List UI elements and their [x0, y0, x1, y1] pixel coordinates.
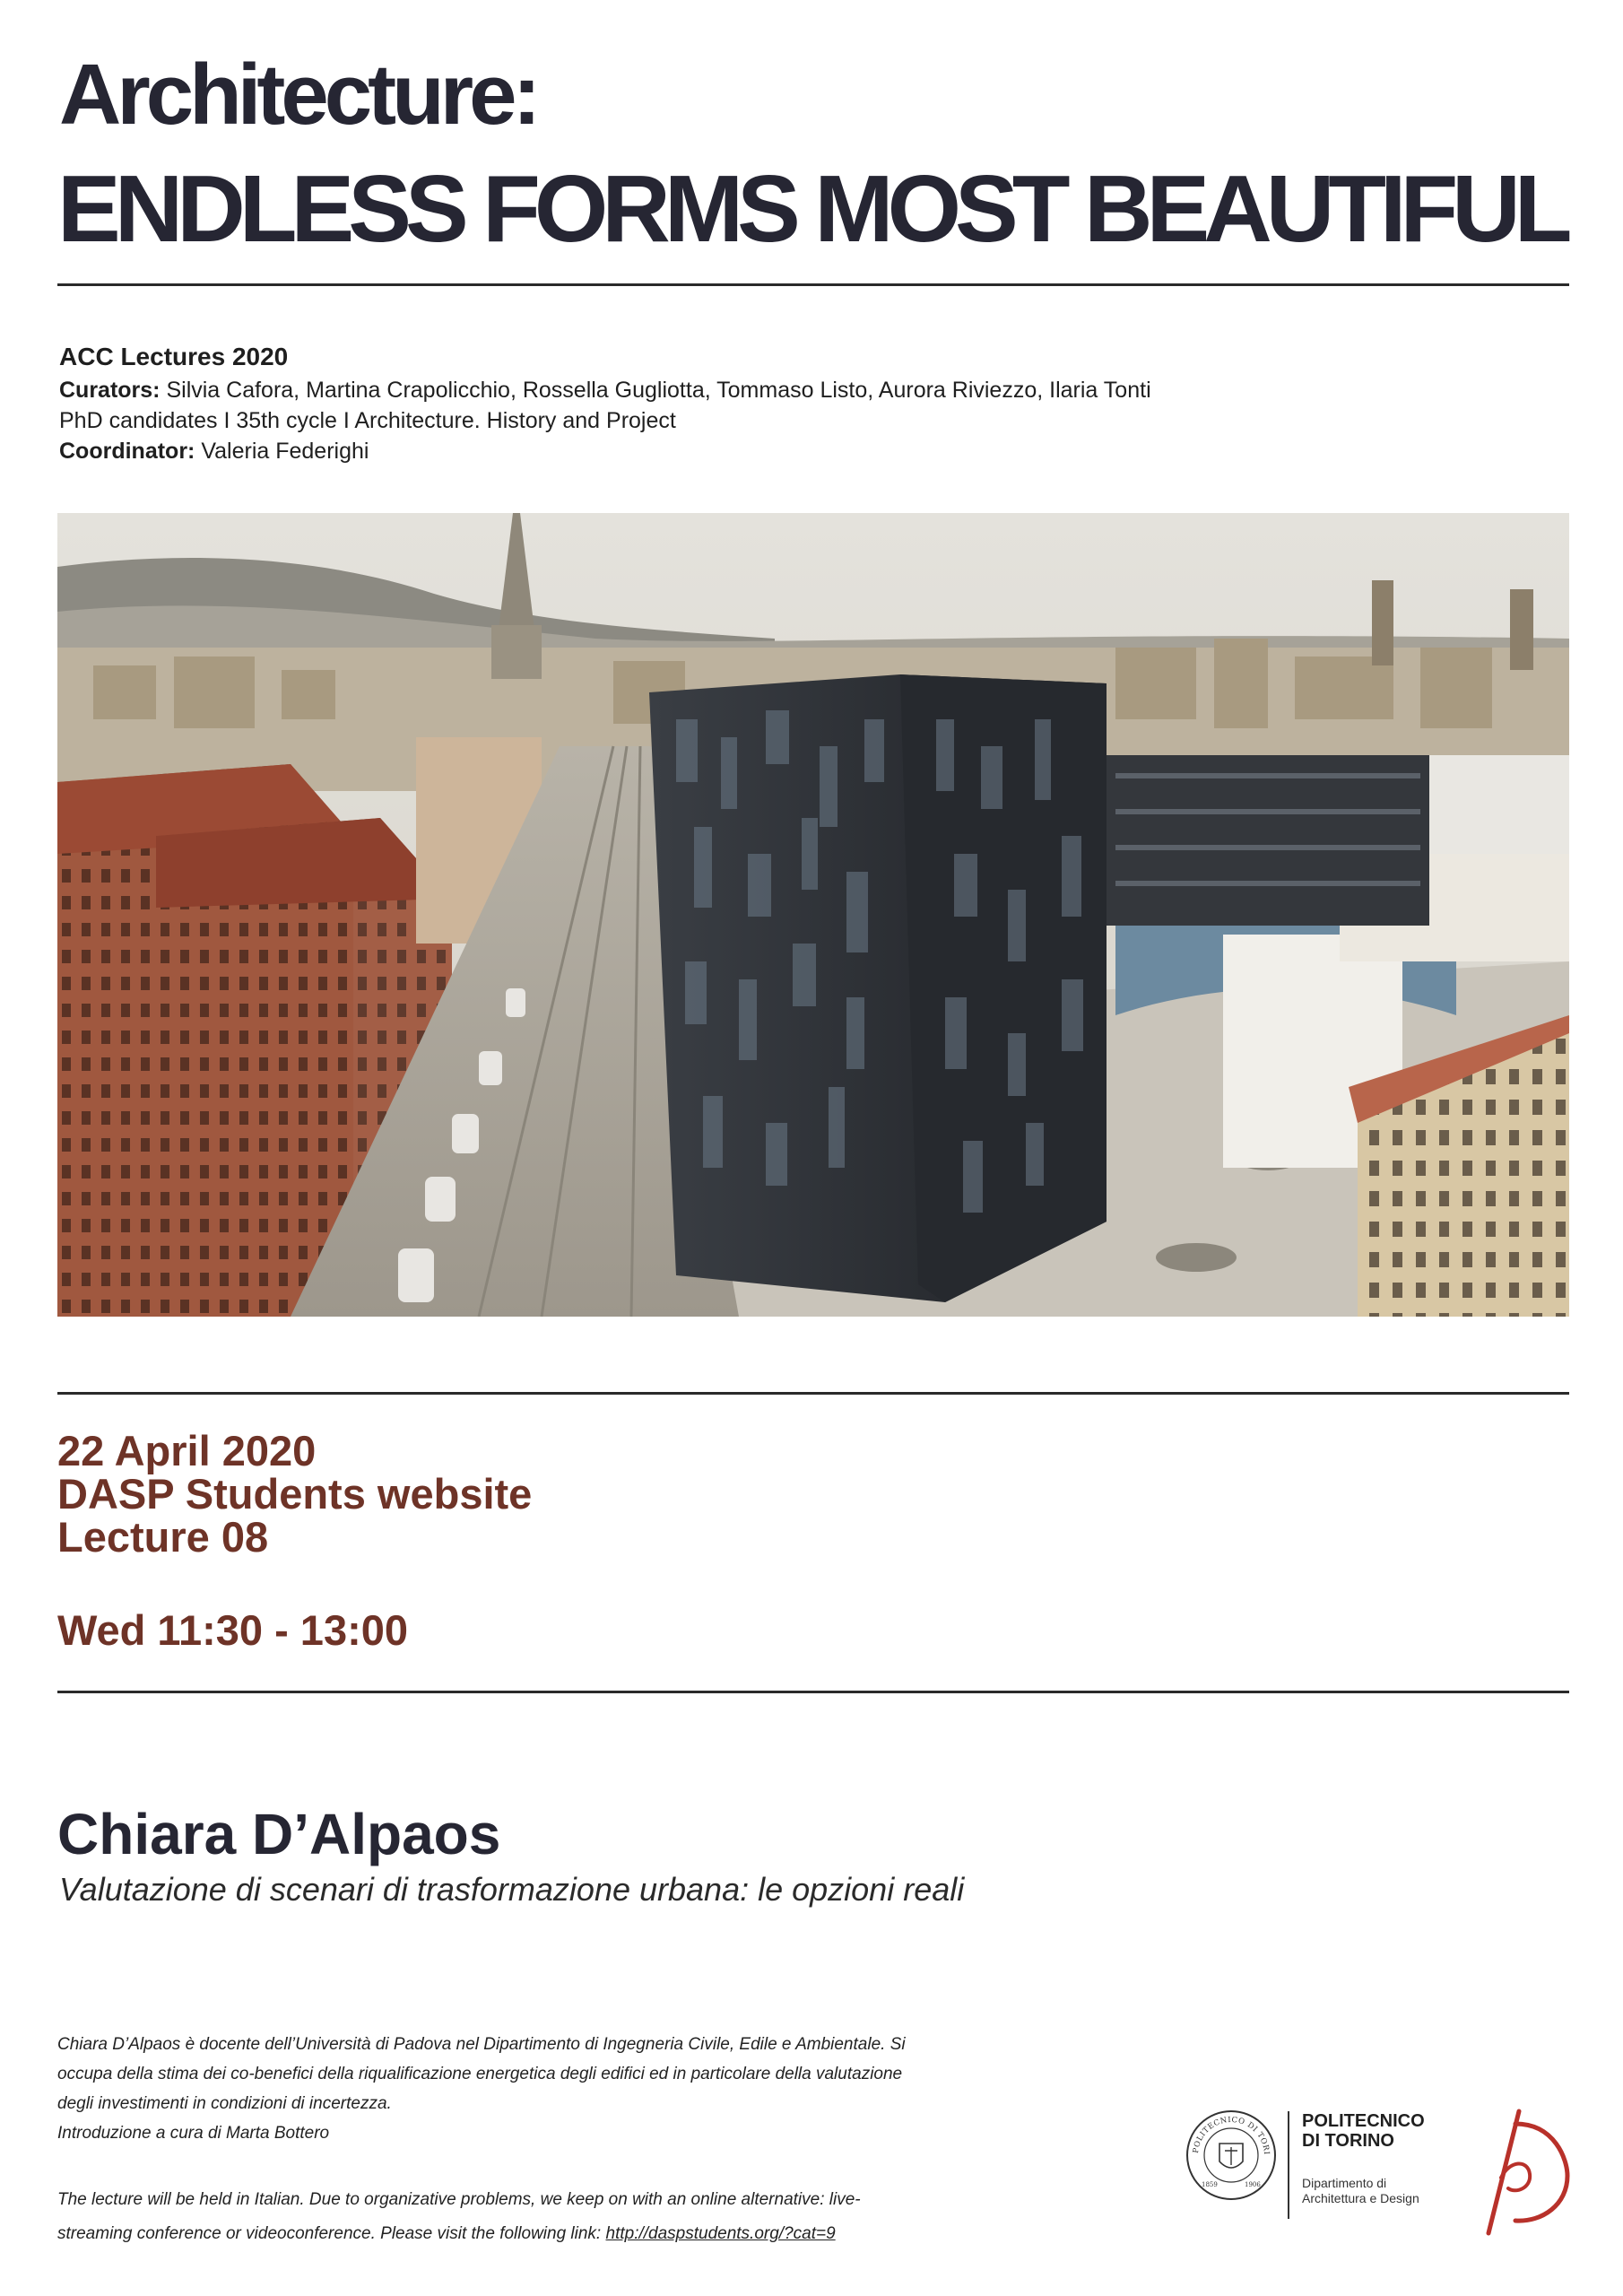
dept-name-line2: Architettura e Design [1302, 2191, 1419, 2205]
seal-year-right: 1906 [1245, 2181, 1261, 2188]
coordinator-line [59, 436, 1151, 466]
coordinator-label: Coordinator: [59, 439, 195, 464]
dept-name-line1: Dipartimento di [1302, 2176, 1387, 2190]
divider-top [57, 283, 1569, 286]
event-time: Wed 11:30 - 13:00 [57, 1606, 409, 1654]
event-details [57, 1427, 533, 1561]
polito-wordmark [1288, 2111, 1425, 2219]
curators-label: Curators: [59, 378, 161, 403]
event-date: 22 April 2020 [57, 1427, 317, 1474]
dad-logo-icon [1483, 2106, 1573, 2240]
coordinator-name: Valeria Federighi [195, 439, 369, 464]
talk-title: Valutazione di scenari di trasformazione urbana: le opzioni reali [59, 1871, 965, 1908]
divider-middle [57, 1392, 1569, 1395]
bio-intro: Introduzione a cura di Marta Bottero [57, 2124, 330, 2143]
poster-title-line2: ENDLESS FORMS MOST BEAUTIFUL [57, 156, 1567, 262]
event-venue: DASP Students website [57, 1470, 533, 1518]
lecture-series-info [59, 339, 1151, 466]
svg-text:POLITECNICO DI TORINO [1185, 2109, 1271, 2155]
phd-line: PhD candidates I 35th cycle I Architecture. History and Project [59, 408, 676, 433]
curators-line [59, 375, 1151, 405]
seal-text: POLITECNICO DI TORI [1191, 2115, 1271, 2156]
divider-bottom [57, 1691, 1569, 1693]
note-text: The lecture will be held in Italian. Due to organizative problems, we keep on with an online alternative: live-streaming conference or videoconference. Please visit the following link: [57, 2190, 861, 2243]
language-note [57, 2183, 918, 2251]
speaker-bio [57, 2030, 918, 2148]
polito-name-line2: DI TORINO [1302, 2131, 1394, 2151]
series-title: ACC Lectures 2020 [59, 343, 289, 370]
bio-text: Chiara D’Alpaos è docente dell’Università di Padova nel Dipartimento di Ingegneria Civile, Edile e Ambientale. Si occupa della stima dei co-benefici della riqualificazione energetica degli edifici ed in particolare della valutazione degli investimenti in condizioni di incertezza. [57, 2035, 906, 2113]
polito-name-line1: POLITECNICO [1302, 2111, 1425, 2131]
city-photo [57, 513, 1569, 1317]
poster-title-line1: Architecture: [59, 47, 537, 143]
speaker-name: Chiara D’Alpaos [57, 1802, 501, 1866]
dasp-link[interactable]: http://daspstudents.org/?cat=9 [605, 2224, 836, 2243]
curators-names: Silvia Cafora, Martina Crapolicchio, Rossella Gugliotta, Tommaso Listo, Aurora Riviezzo, Ilaria Tonti [160, 378, 1151, 403]
polito-seal-logo [1185, 2109, 1277, 2201]
event-lecture-number: Lecture 08 [57, 1513, 269, 1561]
seal-year-left: 1859 [1202, 2181, 1218, 2188]
